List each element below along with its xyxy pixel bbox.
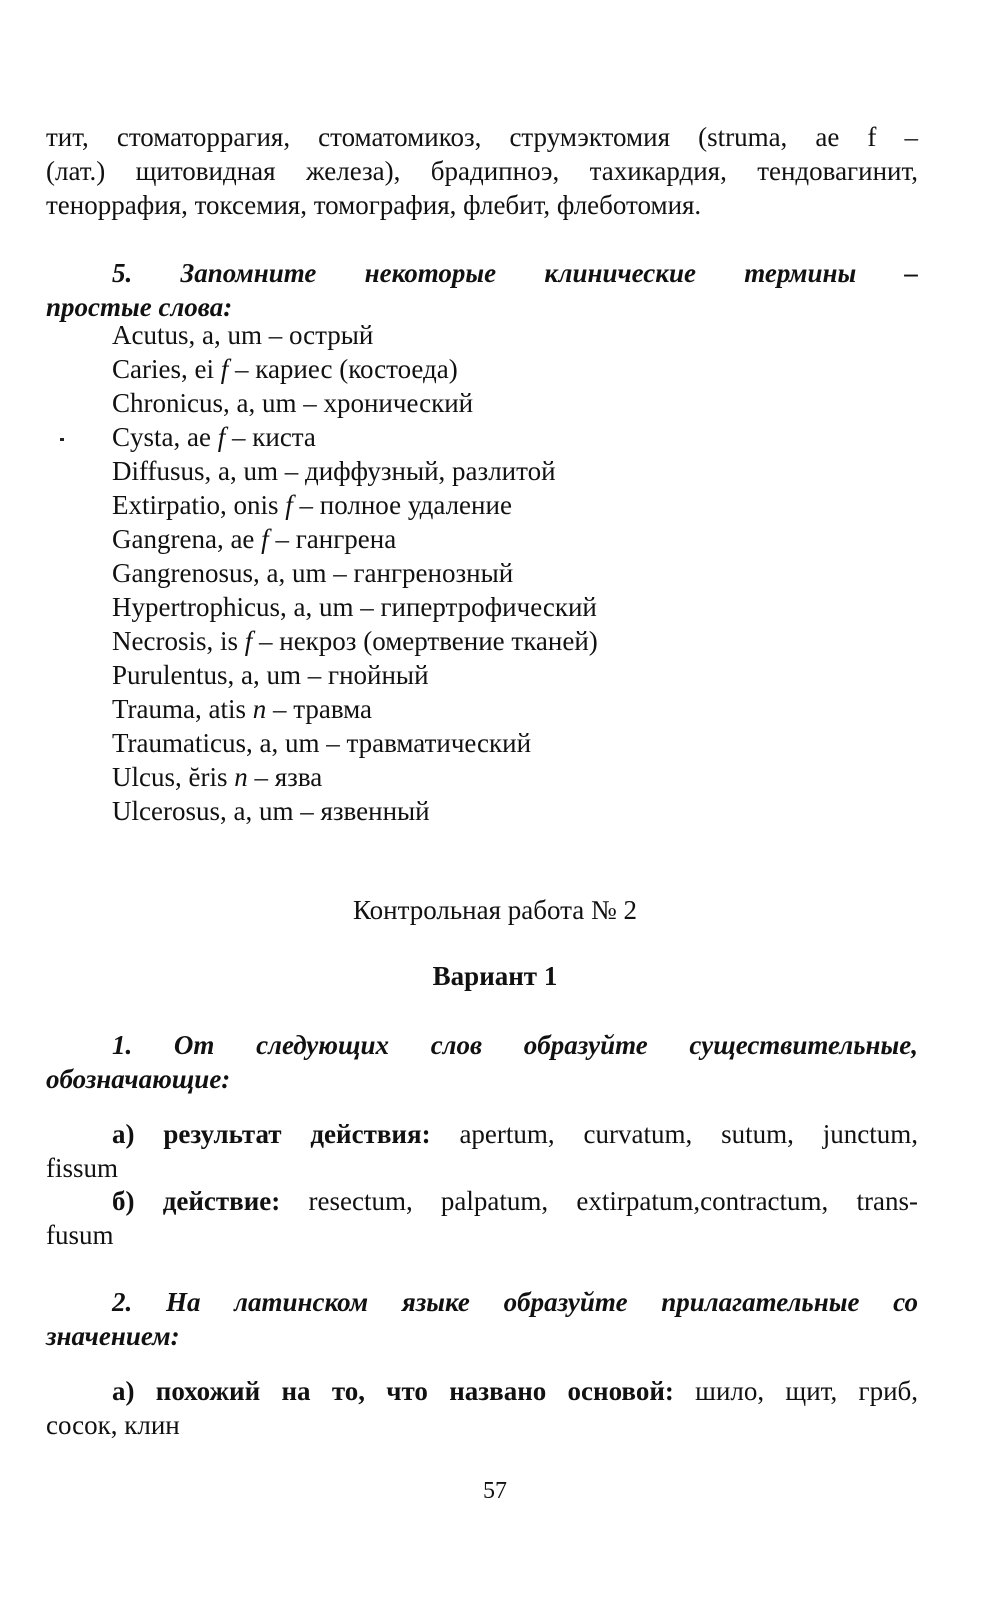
item-line: fissum (46, 1153, 119, 1183)
term-word: Diffusus, a, um (112, 456, 278, 486)
intro-line: тит, стоматоррагия, стоматомикоз, струмэктомия (struma, ae f – (46, 122, 918, 152)
term-meaning: – гнойный (301, 660, 429, 690)
term-meaning: – хронический (296, 388, 474, 418)
task-heading-line: 5. Запомните некоторые клинические термины – (112, 258, 918, 288)
term-meaning: – диффузный, разлитой (278, 456, 556, 486)
term-gender: n (234, 762, 248, 792)
task-2-heading (46, 1285, 918, 1353)
item-line: fusum (46, 1220, 114, 1250)
term-item (112, 420, 812, 454)
term-gender: f (244, 626, 253, 656)
term-meaning: – язвенный (293, 796, 430, 826)
term-item (112, 794, 812, 828)
term-item (112, 352, 812, 386)
task-heading-line: 2. На латинском языке образуйте прилагательные со (112, 1287, 918, 1317)
task-1-heading (46, 1028, 918, 1096)
term-word: Ulcus, ĕris (112, 762, 235, 792)
term-item (112, 454, 812, 488)
term-item (112, 658, 812, 692)
item-label: а) похожий на то, что названо основой: (112, 1376, 674, 1406)
variant-title: Вариант 1 (432, 961, 558, 991)
term-item (112, 726, 812, 760)
stray-dot-mark (60, 438, 64, 441)
item-label: б) действие: (112, 1186, 281, 1216)
task-heading-line: 1. От следующих слов образуйте существительные, (112, 1030, 918, 1060)
term-word: Gangrenosus, a, um (112, 558, 327, 588)
term-meaning: – острый (261, 320, 374, 350)
term-meaning: – кариес (костоеда) (228, 354, 458, 384)
term-word: Traumaticus, a, um (112, 728, 320, 758)
term-item (112, 488, 812, 522)
term-gender: f (220, 354, 229, 384)
term-list (112, 318, 812, 828)
term-word: Hypertrophicus, a, um (112, 592, 354, 622)
term-word: Cysta, ae (112, 422, 218, 452)
item-line (46, 1117, 918, 1151)
term-meaning: – полное удаление (292, 490, 512, 520)
term-word: Purulentus, a, um (112, 660, 301, 690)
term-word: Acutus, a, um (112, 320, 262, 350)
intro-line: теноррафия, токсемия, томография, флебит, флеботомия. (46, 190, 702, 220)
term-item (112, 624, 812, 658)
term-word: Trauma, atis (112, 694, 253, 724)
term-item (112, 760, 812, 794)
term-item (112, 556, 812, 590)
item-text: resectum, palpatum, extirpatum,contractum, trans- (280, 1186, 918, 1216)
term-word: Necrosis, is (112, 626, 245, 656)
item-line: сосок, клин (46, 1410, 180, 1440)
term-item (112, 386, 812, 420)
task-5-heading (46, 256, 918, 324)
term-item (112, 692, 812, 726)
term-word: Extirpatio, onis (112, 490, 286, 520)
term-gender: n (252, 694, 267, 724)
term-gender: f (217, 422, 226, 452)
page-number: 57 (483, 1478, 507, 1504)
task-1-item-a (46, 1117, 918, 1185)
term-meaning: – киста (225, 422, 316, 452)
term-gender: f (261, 524, 269, 554)
term-word: Caries, ei (112, 354, 221, 384)
task-heading-line: обозначающие: (46, 1064, 231, 1094)
term-word: Chronicus, a, um (112, 388, 297, 418)
intro-paragraph (46, 120, 918, 222)
task-heading-line: значением: (46, 1321, 180, 1351)
term-meaning: – травма (266, 694, 373, 724)
intro-line: (лат.) щитовидная железа), брадипноэ, тахикардия, тендовагинит, (46, 156, 918, 186)
task-heading-line: простые слова: (46, 292, 233, 322)
term-meaning: – гипертрофический (353, 592, 597, 622)
term-word: Ulcerosus, a, um (112, 796, 294, 826)
item-text: apertum, curvatum, sutum, junctum, (430, 1119, 918, 1149)
control-work-title: Контрольная работа № 2 (352, 895, 637, 925)
task-1-item-b (46, 1184, 918, 1252)
task-2-item-a (46, 1374, 918, 1442)
term-meaning: – гангренозный (326, 558, 514, 588)
term-item (112, 590, 812, 624)
term-item (112, 318, 812, 352)
item-label: а) результат действия: (112, 1119, 431, 1149)
term-meaning: – гангрена (268, 524, 397, 554)
term-word: Gangrena, ae (112, 524, 262, 554)
item-text: шило, щит, гриб, (673, 1376, 919, 1406)
term-meaning: – язва (247, 762, 323, 792)
item-line (46, 1184, 918, 1218)
term-meaning: – некроз (омертвение тканей) (252, 626, 598, 656)
term-meaning: – травматический (319, 728, 532, 758)
item-line (46, 1374, 918, 1408)
term-gender: f (285, 490, 293, 520)
term-item (112, 522, 812, 556)
